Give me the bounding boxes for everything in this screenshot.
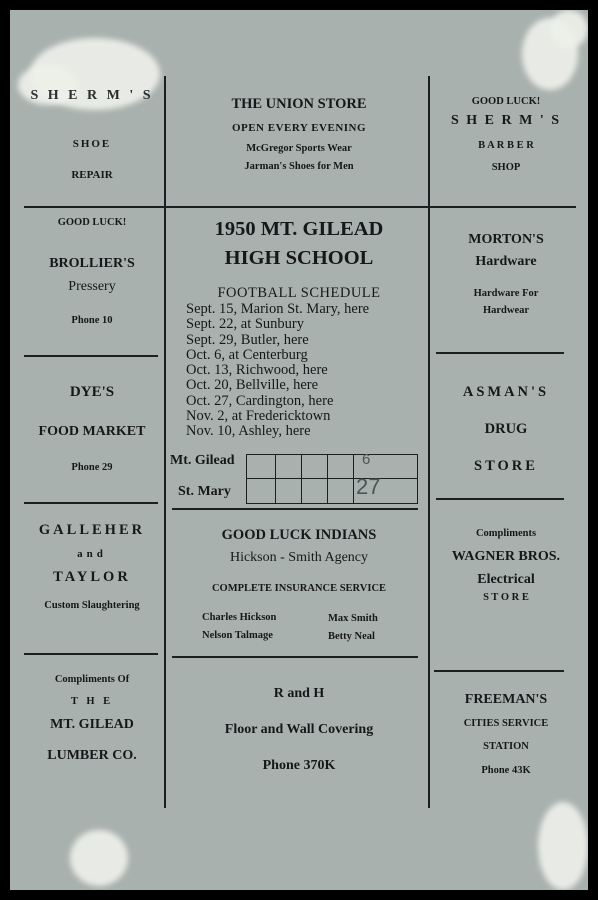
shop-subtitle: Hickson - Smith Agency bbox=[229, 550, 369, 565]
row-divider bbox=[24, 653, 158, 655]
ad-line: REPAIR bbox=[71, 169, 113, 181]
row-divider bbox=[172, 656, 418, 658]
shop-subtitle: Pressery bbox=[68, 279, 116, 294]
shop-name: S H E R M ' S bbox=[450, 113, 561, 128]
ad-greeting: Compliments Of bbox=[54, 674, 130, 685]
ad-line: SHOP bbox=[491, 162, 521, 173]
score-grid-divider bbox=[353, 455, 354, 503]
score-grid bbox=[246, 454, 418, 504]
score-grid-divider bbox=[275, 455, 276, 503]
ad-line: S T O R E bbox=[483, 592, 529, 603]
schedule-heading bbox=[168, 285, 430, 302]
shop-name: MT. GILEAD bbox=[50, 717, 134, 732]
ad-line: Jarman's Shoes for Men bbox=[244, 161, 354, 172]
shop-name: S H E R M ' S bbox=[30, 88, 154, 103]
score-handwritten: 6 bbox=[362, 451, 371, 468]
score-handwritten: 27 bbox=[356, 474, 381, 499]
team-label-mt-gilead: Mt. Gilead bbox=[170, 453, 235, 468]
ad-r-and-h bbox=[168, 686, 430, 774]
schedule-heading-text: FOOTBALL SCHEDULE bbox=[217, 285, 381, 301]
ad-line: Hardwear bbox=[482, 305, 530, 316]
worn-spot bbox=[70, 830, 128, 886]
phone-number: Phone 43K bbox=[481, 765, 531, 776]
ad-line: COMPLETE INSURANCE SERVICE bbox=[211, 583, 387, 594]
schedule-title bbox=[168, 218, 430, 270]
shop-name: WAGNER BROS. bbox=[451, 549, 561, 564]
agent-name: Betty Neal bbox=[328, 631, 375, 642]
ad-line: CITIES SERVICE bbox=[463, 718, 549, 729]
ad-line: Hardware For bbox=[473, 288, 539, 299]
schedule-game: Sept. 15, Marion St. Mary, here bbox=[186, 301, 370, 317]
ad-greeting: GOOD LUCK! bbox=[57, 217, 127, 228]
agent-name: Max Smith bbox=[328, 613, 378, 624]
row-divider bbox=[434, 670, 564, 672]
ad-line: DRUG bbox=[484, 421, 528, 437]
phone-number: Phone 29 bbox=[71, 462, 113, 473]
ad-shoe-repair bbox=[24, 88, 160, 181]
shop-name: DYE'S bbox=[69, 384, 115, 400]
title-line: HIGH SCHOOL bbox=[224, 247, 374, 269]
ad-line: STATION bbox=[483, 741, 529, 752]
ad-union-store bbox=[168, 96, 430, 172]
shop-subtitle: FOOD MARKET bbox=[38, 424, 146, 439]
schedule-game: Oct. 20, Bellville, here bbox=[186, 377, 319, 394]
ad-line: and bbox=[77, 548, 107, 560]
ad-sherms-barber bbox=[434, 96, 578, 173]
shop-name: FREEMAN'S bbox=[464, 692, 548, 707]
worn-spot bbox=[550, 10, 588, 48]
row-divider bbox=[436, 352, 564, 354]
ad-freeman bbox=[434, 692, 578, 776]
schedule-game: Oct. 6, at Centerburg bbox=[186, 346, 308, 363]
shop-name: GALLEHER bbox=[38, 522, 146, 538]
schedule-game: Nov. 10, Ashley, here bbox=[186, 423, 311, 440]
row-divider bbox=[24, 355, 158, 357]
schedule-card bbox=[10, 10, 588, 890]
schedule-list bbox=[186, 302, 369, 440]
ad-brollier bbox=[24, 217, 160, 326]
column-divider-left bbox=[164, 76, 166, 808]
row-divider bbox=[24, 206, 576, 208]
phone-number: Phone 370K bbox=[262, 758, 336, 773]
score-grid-divider bbox=[327, 455, 328, 503]
ad-morton bbox=[434, 232, 578, 316]
ad-line: T H E bbox=[70, 696, 114, 707]
ad-asman bbox=[434, 384, 578, 475]
ad-hickson-smith bbox=[168, 527, 430, 594]
shop-name: ASMAN'S bbox=[462, 384, 550, 400]
shop-name: R and H bbox=[273, 686, 325, 701]
agent-name: Charles Hickson bbox=[202, 612, 277, 623]
ad-wagner bbox=[434, 528, 578, 603]
shop-subtitle: Electrical bbox=[477, 572, 535, 587]
ad-dye bbox=[24, 384, 160, 473]
schedule-game: Sept. 22, at Sunbury bbox=[186, 316, 305, 333]
schedule-game: Nov. 2, at Fredericktown bbox=[186, 408, 331, 425]
shop-subtitle: Hardware bbox=[475, 254, 537, 269]
ad-line: SHOE bbox=[72, 138, 112, 150]
row-divider bbox=[172, 508, 418, 510]
row-divider bbox=[436, 498, 564, 500]
team-label-st-mary: St. Mary bbox=[178, 484, 231, 499]
shop-subtitle: Custom Slaughtering bbox=[44, 600, 140, 611]
ad-line: STORE bbox=[474, 458, 538, 474]
row-divider bbox=[24, 502, 158, 504]
ad-line: B A R B E R bbox=[478, 140, 534, 151]
shop-name: GOOD LUCK INDIANS bbox=[221, 527, 377, 543]
title-line: 1950 MT. GILEAD bbox=[214, 218, 384, 240]
schedule-game: Oct. 27, Cardington, here bbox=[186, 392, 334, 409]
agent-name: Nelson Talmage bbox=[202, 630, 273, 641]
shop-name: TAYLOR bbox=[53, 569, 131, 585]
score-grid-divider bbox=[301, 455, 302, 503]
shop-subtitle: Floor and Wall Covering bbox=[224, 722, 374, 737]
score-grid-divider bbox=[247, 478, 417, 479]
ad-greeting: GOOD LUCK! bbox=[471, 96, 541, 107]
shop-name: MORTON'S bbox=[468, 232, 544, 247]
shop-name: BROLLIER'S bbox=[49, 256, 135, 271]
phone-number: Phone 10 bbox=[71, 315, 113, 326]
ad-galleher bbox=[24, 522, 160, 611]
shop-name: THE UNION STORE bbox=[231, 96, 367, 112]
shop-subtitle: LUMBER CO. bbox=[47, 748, 137, 763]
ad-line: McGregor Sports Wear bbox=[246, 143, 352, 154]
schedule-game: Oct. 13, Richwood, here bbox=[186, 362, 328, 379]
ad-lumber bbox=[24, 674, 160, 764]
schedule-game: Sept. 29, Butler, here bbox=[186, 331, 309, 348]
ad-greeting: Compliments bbox=[475, 528, 537, 539]
worn-spot bbox=[538, 802, 588, 890]
ad-line: OPEN EVERY EVENING bbox=[231, 122, 367, 134]
